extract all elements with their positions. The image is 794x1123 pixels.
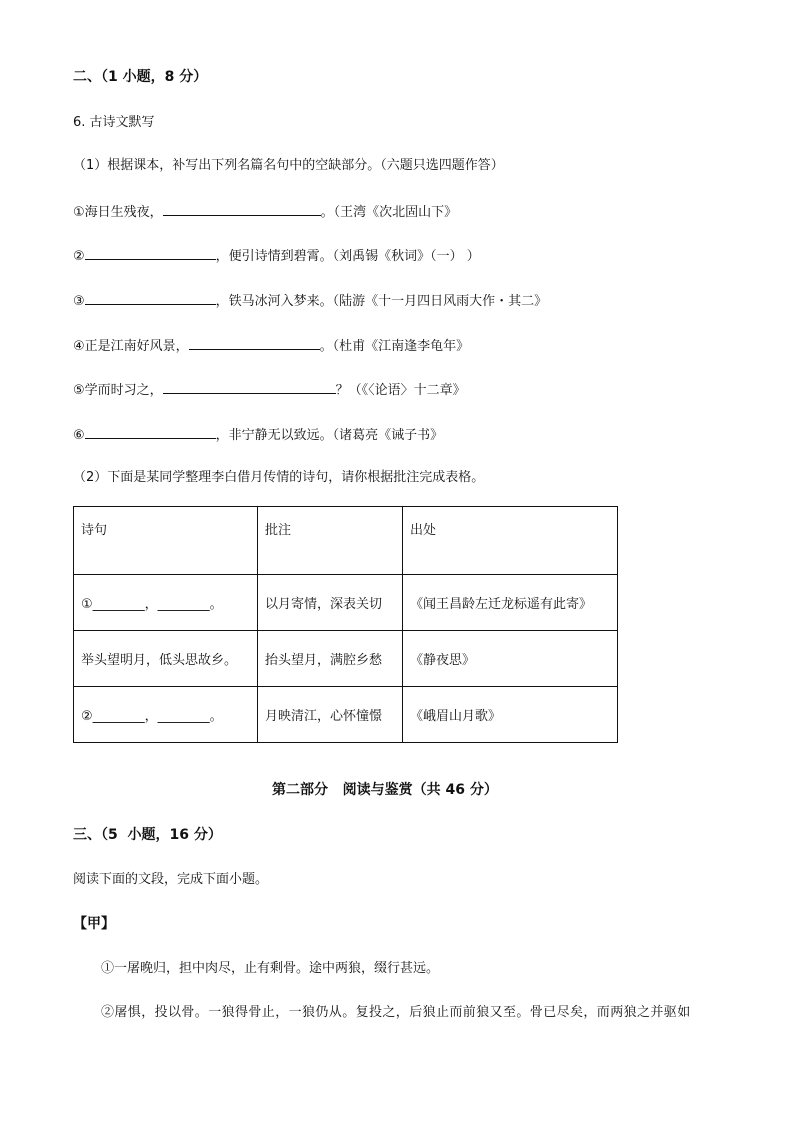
fill-item-1 bbox=[73, 202, 457, 222]
table-cell-note: 以月寄情，深表关切 bbox=[258, 575, 403, 631]
answer-blank[interactable] bbox=[163, 202, 321, 216]
part1-instruction: （1）根据课本，补写出下列名篇名句中的空缺部分。（六题只选四题作答） bbox=[73, 158, 504, 173]
part2-instruction: （2）下面是某同学整理李白借月传情的诗句，请你根据批注完成表格。 bbox=[73, 470, 485, 485]
table-header-row bbox=[74, 507, 618, 575]
answer-blank[interactable] bbox=[189, 336, 320, 350]
table-header-cell: 出处 bbox=[403, 507, 618, 575]
item-prefix: ①海日生残夜， bbox=[73, 205, 163, 220]
fill-item-4 bbox=[73, 336, 469, 356]
answer-blank[interactable] bbox=[85, 246, 216, 260]
question-6-title: 6. 古诗文默写 bbox=[73, 115, 155, 130]
table-row bbox=[74, 687, 618, 743]
item-suffix: ？（《〈论语〉十二章》 bbox=[335, 383, 466, 398]
table-header-cell: 批注 bbox=[258, 507, 403, 575]
answer-blank[interactable] bbox=[163, 380, 336, 394]
passage-paragraph-1: ①一屠晚归，担中肉尽，止有剩骨。途中两狼，缀行甚远。 bbox=[101, 961, 440, 976]
item-prefix: ⑤学而时习之， bbox=[73, 383, 163, 398]
table-cell-source: 《静夜思》 bbox=[403, 631, 618, 687]
table-cell-note: 抬头望月，满腔乡愁 bbox=[258, 631, 403, 687]
table-cell-source: 《峨眉山月歌》 bbox=[403, 687, 618, 743]
item-prefix: ④正是江南好风景， bbox=[73, 339, 189, 354]
table-row bbox=[74, 575, 618, 631]
fill-item-5 bbox=[73, 380, 466, 400]
answer-blank[interactable] bbox=[85, 291, 216, 305]
table-cell-note: 月映清江，心怀憧憬 bbox=[258, 687, 403, 743]
table-row bbox=[74, 631, 618, 687]
item-suffix: ，便引诗情到碧霄。（刘禹锡《秋词》（一） ） bbox=[215, 249, 480, 264]
table-header-cell: 诗句 bbox=[74, 507, 258, 575]
item-suffix: 。（杜甫《江南逢李龟年》 bbox=[319, 339, 470, 354]
reading-instruction: 阅读下面的文段，完成下面小题。 bbox=[73, 872, 269, 887]
item-prefix: ③ bbox=[73, 294, 85, 309]
passage-paragraph-2: ②屠惧，投以骨。一狼得骨止，一狼仍从。复投之，后狼止而前狼又至。骨已尽矣，而两狼之并驱如 bbox=[101, 1005, 691, 1020]
fill-item-2 bbox=[73, 246, 480, 266]
item-prefix: ⑥ bbox=[73, 428, 85, 443]
table-cell-verse[interactable]: ②________，________。 bbox=[74, 687, 258, 743]
table-cell-verse: 举头望明月，低头思故乡。 bbox=[74, 631, 258, 687]
poem-table bbox=[73, 506, 618, 743]
fill-item-3 bbox=[73, 291, 547, 311]
item-prefix: ② bbox=[73, 249, 85, 264]
item-suffix: 。（王湾《次北固山下》 bbox=[320, 205, 458, 220]
passage-label-jia: 【甲】 bbox=[73, 916, 115, 932]
section-heading-2: 二、（1 小题，8 分） bbox=[73, 69, 208, 85]
table-cell-verse[interactable]: ①________，________。 bbox=[74, 575, 258, 631]
table-cell-source: 《闻王昌龄左迁龙标遥有此寄》 bbox=[403, 575, 618, 631]
section-heading-3: 三、（5 小题，16 分） bbox=[73, 827, 222, 843]
fill-item-6 bbox=[73, 425, 443, 445]
part-title: 第二部分 阅读与鉴赏（共 46 分） bbox=[272, 782, 498, 798]
answer-blank[interactable] bbox=[85, 425, 216, 439]
item-suffix: ，铁马冰河入梦来。（陆游《十一月四日风雨大作・其二》 bbox=[215, 294, 548, 309]
item-suffix: ，非宁静无以致远。（诸葛亮《诫子书》 bbox=[215, 428, 444, 443]
